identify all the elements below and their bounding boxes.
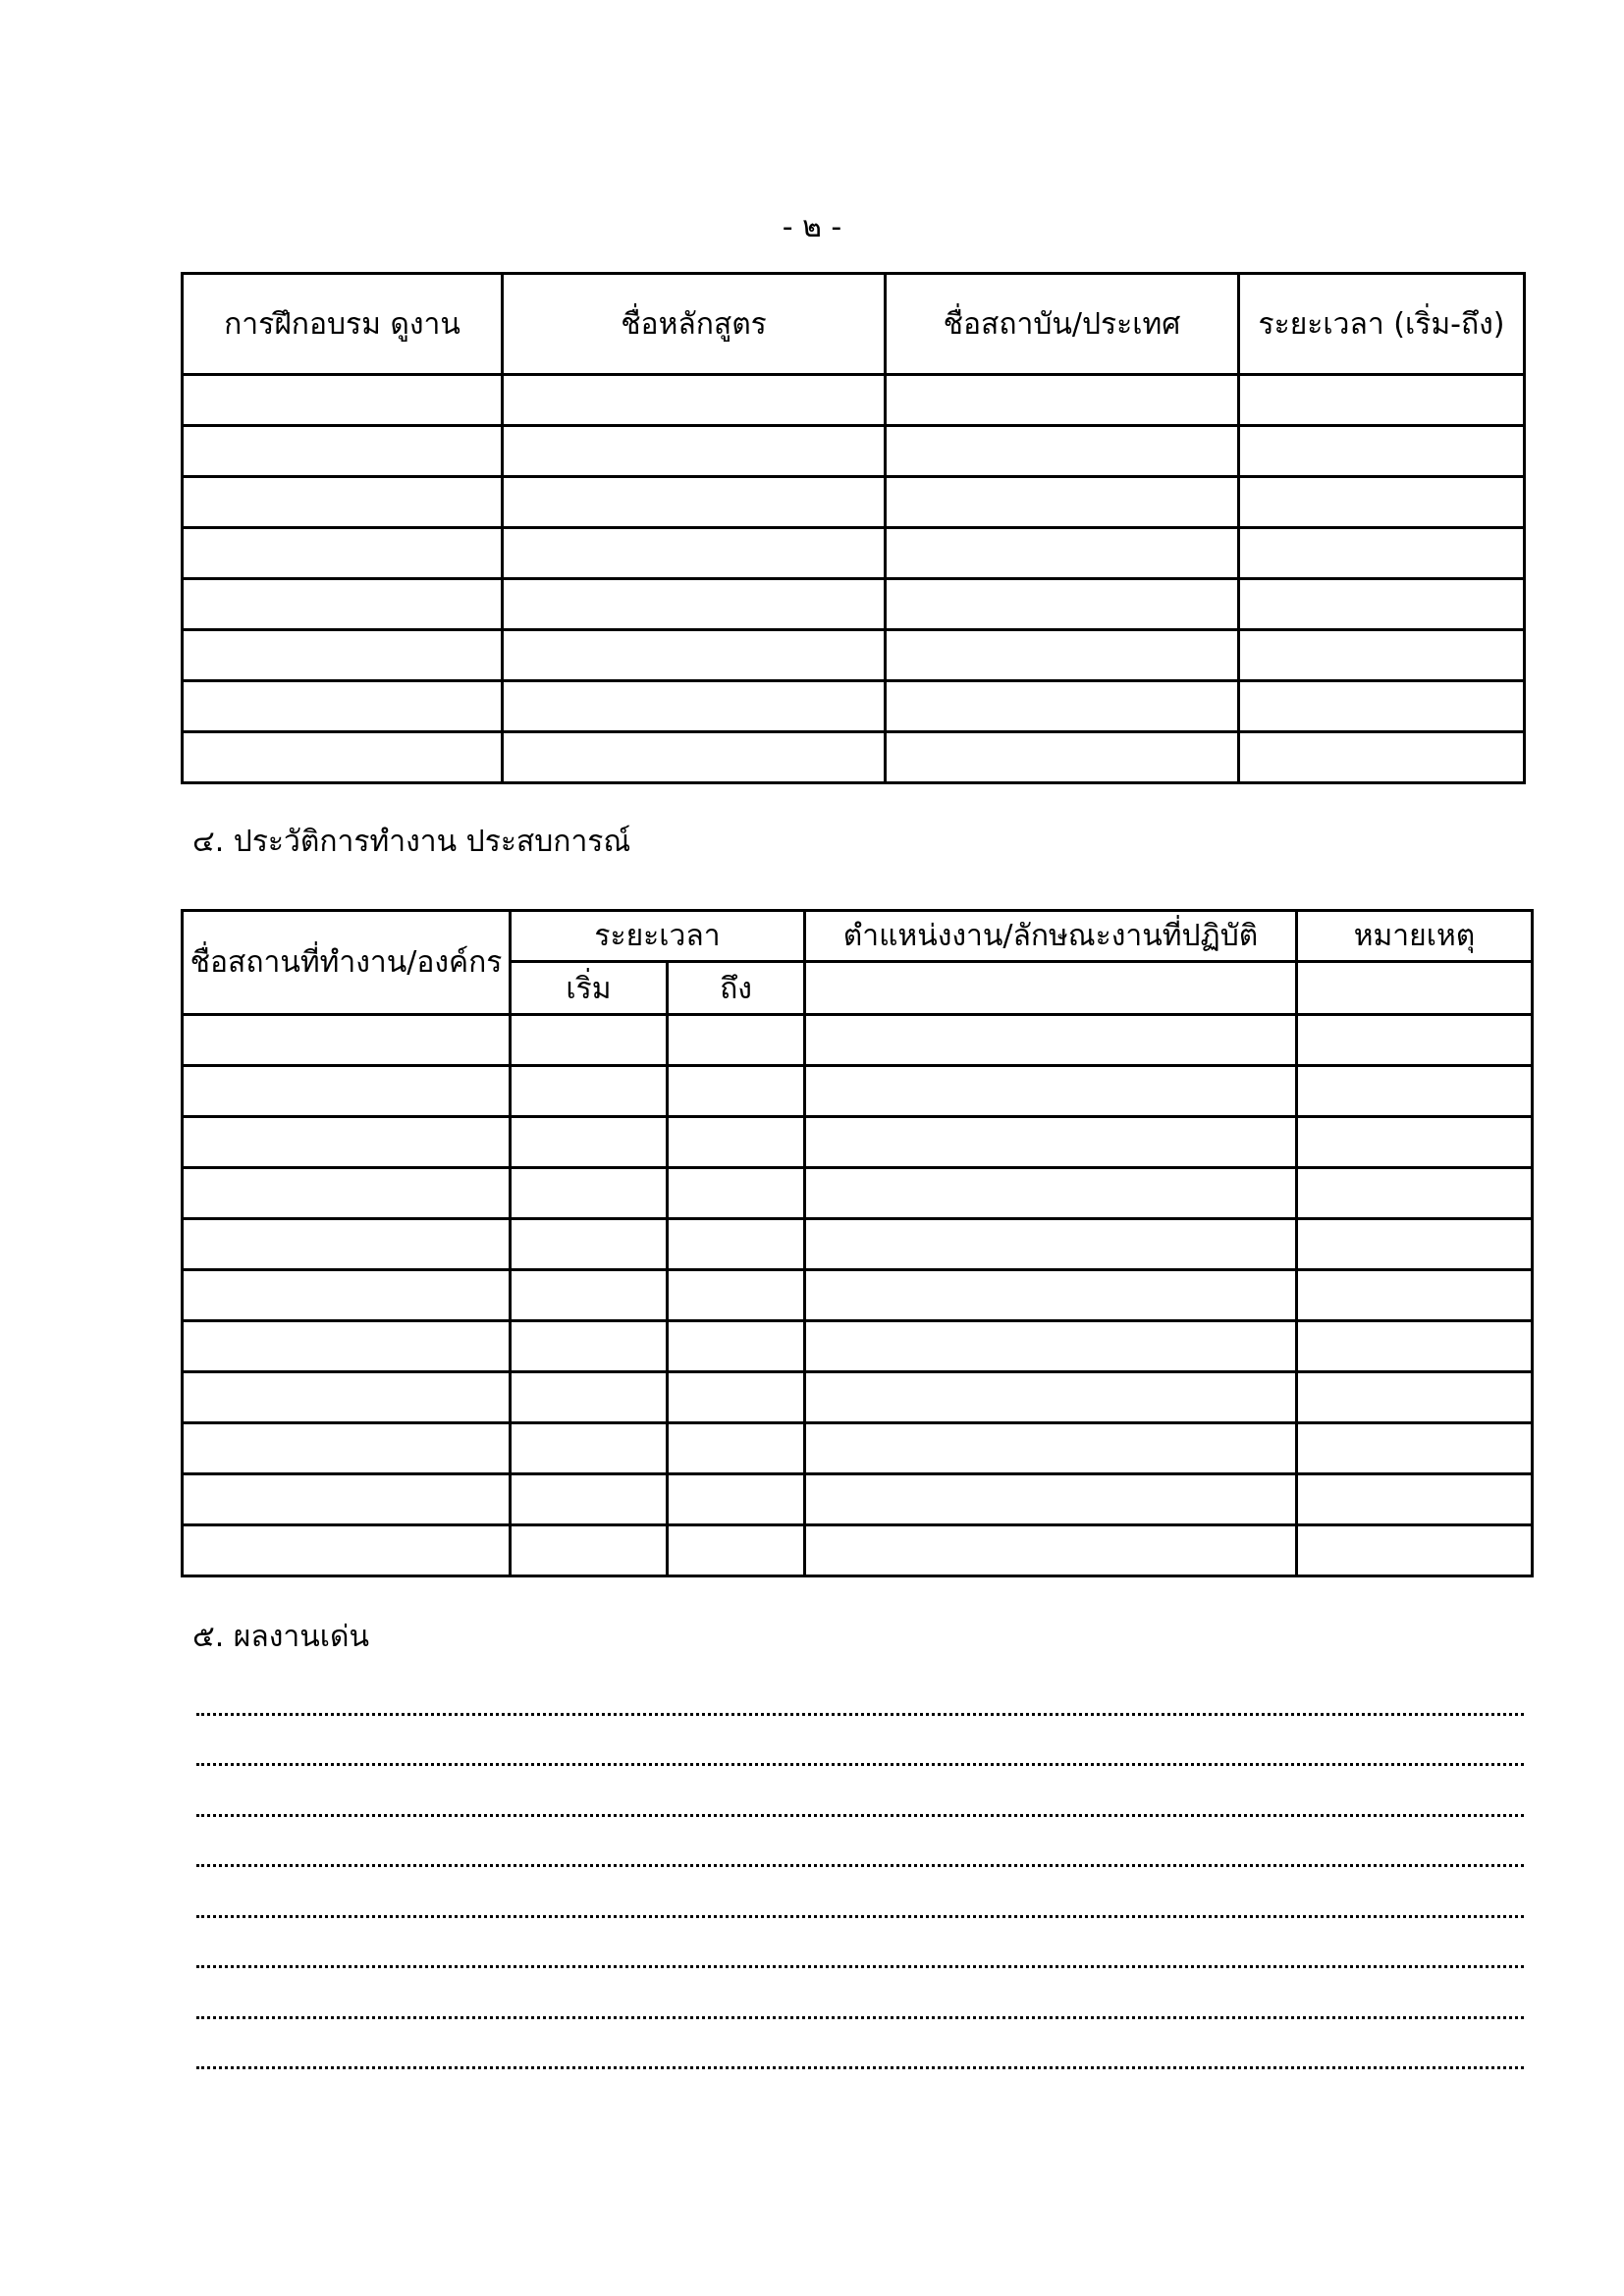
table-cell[interactable] — [886, 681, 1239, 732]
work-table-row — [183, 1372, 1533, 1423]
work-table-body — [183, 1015, 1533, 1576]
work-history-table — [181, 909, 1534, 1577]
dotted-fill-line[interactable] — [196, 1817, 1524, 1868]
table-cell[interactable] — [668, 1525, 805, 1576]
table-cell[interactable] — [1239, 630, 1525, 681]
table-cell[interactable] — [805, 1015, 1297, 1066]
header-end: ถึง — [668, 962, 805, 1015]
table-cell[interactable] — [668, 1015, 805, 1066]
table-cell[interactable] — [1297, 1066, 1533, 1117]
table-cell[interactable] — [886, 375, 1239, 426]
table-cell[interactable] — [183, 477, 503, 528]
table-cell[interactable] — [503, 528, 886, 579]
work-table-row — [183, 1219, 1533, 1270]
table-cell[interactable] — [805, 1117, 1297, 1168]
table-cell[interactable] — [805, 1372, 1297, 1423]
training-table-row — [183, 630, 1525, 681]
table-cell[interactable] — [511, 1168, 668, 1219]
table-cell[interactable] — [511, 1321, 668, 1372]
header-remarks: หมายเหตุ — [1297, 911, 1533, 962]
table-cell[interactable] — [1239, 375, 1525, 426]
training-table-row — [183, 732, 1525, 783]
work-table-row — [183, 1117, 1533, 1168]
table-cell[interactable] — [886, 630, 1239, 681]
header-duration: ระยะเวลา — [511, 911, 805, 962]
table-cell[interactable] — [503, 732, 886, 783]
table-cell[interactable] — [511, 1474, 668, 1525]
table-cell[interactable] — [183, 1321, 511, 1372]
section-5-heading: ๕. ผลงานเด่น — [192, 1620, 369, 1654]
table-cell[interactable] — [805, 1219, 1297, 1270]
dotted-fill-line[interactable] — [196, 1867, 1524, 1918]
work-table-row — [183, 1270, 1533, 1321]
table-cell[interactable] — [503, 579, 886, 630]
table-cell[interactable] — [183, 1168, 511, 1219]
table-cell[interactable] — [183, 1372, 511, 1423]
training-table-header-row — [183, 274, 1525, 375]
table-cell[interactable] — [503, 681, 886, 732]
table-cell[interactable] — [668, 1270, 805, 1321]
work-table-row — [183, 1321, 1533, 1372]
table-cell[interactable] — [1239, 528, 1525, 579]
table-cell[interactable] — [183, 1423, 511, 1474]
table-cell[interactable] — [183, 1066, 511, 1117]
work-table-row — [183, 1474, 1533, 1525]
dotted-fill-line[interactable] — [196, 1766, 1524, 1817]
table-cell[interactable] — [1239, 681, 1525, 732]
training-table-row — [183, 375, 1525, 426]
table-cell[interactable] — [1297, 1372, 1533, 1423]
table-cell[interactable] — [1239, 426, 1525, 477]
table-cell[interactable] — [668, 1321, 805, 1372]
table-cell[interactable] — [1297, 1117, 1533, 1168]
header-position-blank — [805, 962, 1297, 1015]
dotted-fill-line[interactable] — [196, 1665, 1524, 1716]
work-table-header-row — [183, 911, 1533, 962]
table-cell[interactable] — [1297, 1321, 1533, 1372]
header-workplace: ชื่อสถานที่ทำงาน/องค์กร — [183, 911, 511, 1015]
training-table-row — [183, 579, 1525, 630]
table-cell[interactable] — [668, 1066, 805, 1117]
table-cell[interactable] — [183, 630, 503, 681]
header-remarks-blank — [1297, 962, 1533, 1015]
section-4-heading: ๔. ประวัติการทำงาน ประสบการณ์ — [192, 825, 631, 859]
table-cell[interactable] — [511, 1525, 668, 1576]
table-cell[interactable] — [183, 1474, 511, 1525]
table-cell[interactable] — [511, 1066, 668, 1117]
header-position: ตำแหน่งงาน/ลักษณะงานที่ปฏิบัติ — [805, 911, 1297, 962]
table-cell[interactable] — [183, 681, 503, 732]
dotted-fill-line[interactable] — [196, 1716, 1524, 1767]
header-institution-country: ชื่อสถาบัน/ประเทศ — [886, 274, 1239, 375]
table-cell[interactable] — [511, 1015, 668, 1066]
dotted-fill-line[interactable] — [196, 1968, 1524, 2019]
achievements-fill-lines — [196, 1665, 1524, 2069]
dotted-fill-line[interactable] — [196, 1918, 1524, 1969]
table-cell[interactable] — [183, 732, 503, 783]
table-cell[interactable] — [886, 732, 1239, 783]
training-table-body — [183, 375, 1525, 783]
training-table — [181, 272, 1526, 784]
table-cell[interactable] — [511, 1372, 668, 1423]
table-cell[interactable] — [183, 1270, 511, 1321]
table-cell[interactable] — [1239, 579, 1525, 630]
table-cell[interactable] — [183, 375, 503, 426]
training-table-row — [183, 426, 1525, 477]
table-cell[interactable] — [183, 426, 503, 477]
header-course-name: ชื่อหลักสูตร — [503, 274, 886, 375]
page-number: - ๒ - — [782, 210, 842, 244]
header-training: การฝึกอบรม ดูงาน — [183, 274, 503, 375]
table-cell[interactable] — [805, 1270, 1297, 1321]
table-cell[interactable] — [805, 1168, 1297, 1219]
table-cell[interactable] — [1297, 1015, 1533, 1066]
table-cell[interactable] — [668, 1168, 805, 1219]
training-table-row — [183, 681, 1525, 732]
table-cell[interactable] — [805, 1423, 1297, 1474]
table-cell[interactable] — [183, 579, 503, 630]
table-cell[interactable] — [511, 1117, 668, 1168]
table-cell[interactable] — [503, 426, 886, 477]
table-cell[interactable] — [668, 1219, 805, 1270]
work-table-row — [183, 1168, 1533, 1219]
table-cell[interactable] — [503, 630, 886, 681]
table-cell[interactable] — [805, 1066, 1297, 1117]
table-cell[interactable] — [183, 1525, 511, 1576]
dotted-fill-line[interactable] — [196, 2019, 1524, 2070]
work-table-row — [183, 1423, 1533, 1474]
work-table-row — [183, 1066, 1533, 1117]
table-cell[interactable] — [511, 1219, 668, 1270]
table-cell[interactable] — [668, 1117, 805, 1168]
table-cell[interactable] — [183, 1117, 511, 1168]
table-cell[interactable] — [805, 1321, 1297, 1372]
table-cell[interactable] — [668, 1474, 805, 1525]
table-cell[interactable] — [503, 477, 886, 528]
header-start: เริ่ม — [511, 962, 668, 1015]
table-cell[interactable] — [1297, 1168, 1533, 1219]
table-cell[interactable] — [805, 1525, 1297, 1576]
table-cell[interactable] — [805, 1474, 1297, 1525]
table-cell[interactable] — [886, 477, 1239, 528]
work-table-row — [183, 1525, 1533, 1576]
table-cell[interactable] — [886, 426, 1239, 477]
table-cell[interactable] — [1239, 732, 1525, 783]
table-cell[interactable] — [1297, 1525, 1533, 1576]
table-cell[interactable] — [183, 528, 503, 579]
table-cell[interactable] — [886, 528, 1239, 579]
table-cell[interactable] — [1297, 1270, 1533, 1321]
header-duration: ระยะเวลา (เริ่ม-ถึง) — [1239, 274, 1525, 375]
training-table-row — [183, 528, 1525, 579]
table-cell[interactable] — [668, 1372, 805, 1423]
table-cell[interactable] — [668, 1423, 805, 1474]
training-table-row — [183, 477, 1525, 528]
table-cell[interactable] — [1297, 1219, 1533, 1270]
table-cell[interactable] — [183, 1219, 511, 1270]
table-cell[interactable] — [183, 1015, 511, 1066]
table-cell[interactable] — [1297, 1423, 1533, 1474]
work-table-row — [183, 1015, 1533, 1066]
table-cell[interactable] — [886, 579, 1239, 630]
table-cell[interactable] — [1297, 1474, 1533, 1525]
table-cell[interactable] — [1239, 477, 1525, 528]
table-cell[interactable] — [511, 1423, 668, 1474]
table-cell[interactable] — [503, 375, 886, 426]
table-cell[interactable] — [511, 1270, 668, 1321]
